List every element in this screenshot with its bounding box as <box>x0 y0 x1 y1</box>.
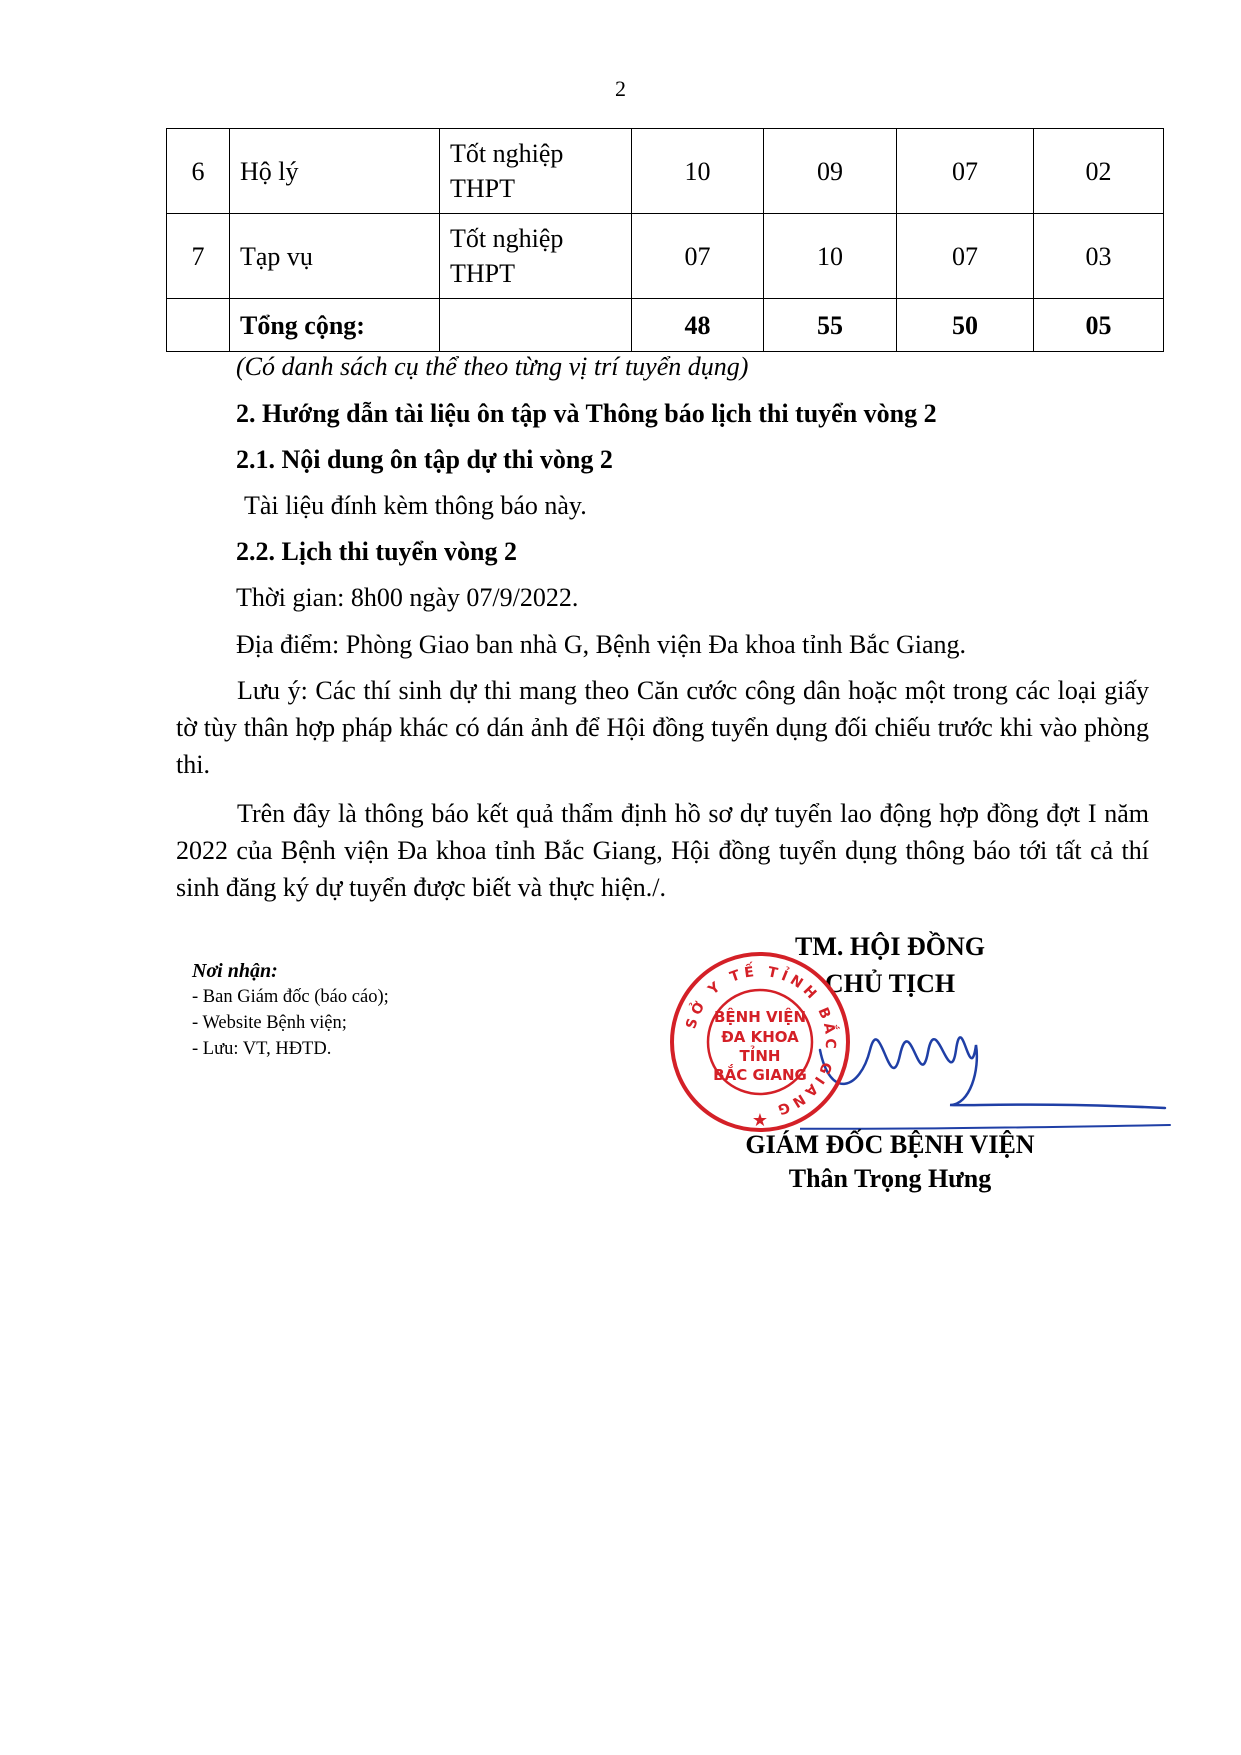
page-number: 2 <box>615 76 626 101</box>
closing-paragraph: Trên đây là thông báo kết quả thẩm định hồ sơ dự tuyển lao động hợp đồng đợt I năm 2022 của Bệnh viện Đa khoa tỉnh Bắc Giang, Hội đồng tuyển dụng thông báo tới tất cả thí sinh đăng ký dự tuyển được biết và thực hiện./. <box>176 799 1149 902</box>
total-value: 05 <box>1034 299 1164 352</box>
requirement-line-2: THPT <box>450 174 515 203</box>
svg-text:BỆNH VIỆN: BỆNH VIỆN <box>714 1008 806 1026</box>
total-value: 48 <box>632 299 764 352</box>
official-seal <box>668 950 852 1134</box>
exam-location: Địa điểm: Phòng Giao ban nhà G, Bệnh viện Đa khoa tỉnh Bắc Giang. <box>236 630 967 659</box>
svg-text:★: ★ <box>751 1110 769 1131</box>
note-paragraph: Lưu ý: Các thí sinh dự thi mang theo Căn cước công dân hoặc một trong các loại giấy tờ tùy thân hợp pháp khác có dán ảnh để Hội đồng tuyển dụng đối chiếu trước khi vào phòng thi. <box>176 676 1149 779</box>
value-cell: 09 <box>764 129 897 214</box>
requirement <box>440 214 632 299</box>
total-row <box>167 299 1164 352</box>
table-row <box>167 129 1164 214</box>
recipients-title: Nơi nhận: <box>192 960 278 982</box>
recipient-item: - Ban Giám đốc (báo cáo); <box>192 987 389 1007</box>
requirement-line-1: Tốt nghiệp <box>450 139 564 168</box>
section-2-1-heading: 2.1. Nội dung ôn tập dự thi vòng 2 <box>236 445 613 474</box>
signer-name: Thân Trọng Hưng <box>788 1164 992 1193</box>
signature-line-1: TM. HỘI ĐỒNG <box>795 932 985 961</box>
exam-time: Thời gian: 8h00 ngày 07/9/2022. <box>236 583 579 612</box>
recipients-block <box>192 958 389 1062</box>
total-value: 55 <box>764 299 897 352</box>
value-cell: 07 <box>897 129 1034 214</box>
svg-text:ĐA KHOA: ĐA KHOA <box>721 1028 799 1046</box>
value-cell: 07 <box>632 214 764 299</box>
total-label: Tổng cộng: <box>230 299 440 352</box>
section-2-1-text: Tài liệu đính kèm thông báo này. <box>244 491 587 520</box>
row-number: 7 <box>167 214 230 299</box>
value-cell: 03 <box>1034 214 1164 299</box>
empty-cell <box>440 299 632 352</box>
requirement-line-1: Tốt nghiệp <box>450 224 564 253</box>
value-cell: 02 <box>1034 129 1164 214</box>
empty-cell <box>167 299 230 352</box>
requirement-line-2: THPT <box>450 259 515 288</box>
handwritten-signature <box>800 1010 1180 1140</box>
value-cell: 07 <box>897 214 1034 299</box>
row-number: 6 <box>167 129 230 214</box>
total-value: 50 <box>897 299 1034 352</box>
recruitment-table <box>166 128 1164 352</box>
recipient-item: - Lưu: VT, HĐTD. <box>192 1039 332 1059</box>
table-row <box>167 214 1164 299</box>
value-cell: 10 <box>632 129 764 214</box>
requirement <box>440 129 632 214</box>
signer-title: GIÁM ĐỐC BỆNH VIỆN <box>745 1130 1035 1159</box>
svg-text:BẮC GIANG: BẮC GIANG <box>713 1066 807 1084</box>
recipient-item: - Website Bệnh viện; <box>192 1013 347 1033</box>
signature-line-2: CHỦ TỊCH <box>824 969 956 998</box>
svg-text:SỞ Y TẾ TỈNH BẮC GIANG: SỞ Y TẾ TỈNH BẮC GIANG <box>683 963 839 1119</box>
signer-block <box>700 1128 1080 1196</box>
position-name: Tạp vụ <box>230 214 440 299</box>
position-name: Hộ lý <box>230 129 440 214</box>
section-2-2-heading: 2.2. Lịch thi tuyển vòng 2 <box>236 537 517 566</box>
table-note: (Có danh sách cụ thể theo từng vị trí tuyển dụng) <box>236 352 749 381</box>
section-2-heading: 2. Hướng dẫn tài liệu ôn tập và Thông báo lịch thi tuyển vòng 2 <box>236 399 937 428</box>
svg-text:TỈNH: TỈNH <box>739 1047 781 1065</box>
value-cell: 10 <box>764 214 897 299</box>
